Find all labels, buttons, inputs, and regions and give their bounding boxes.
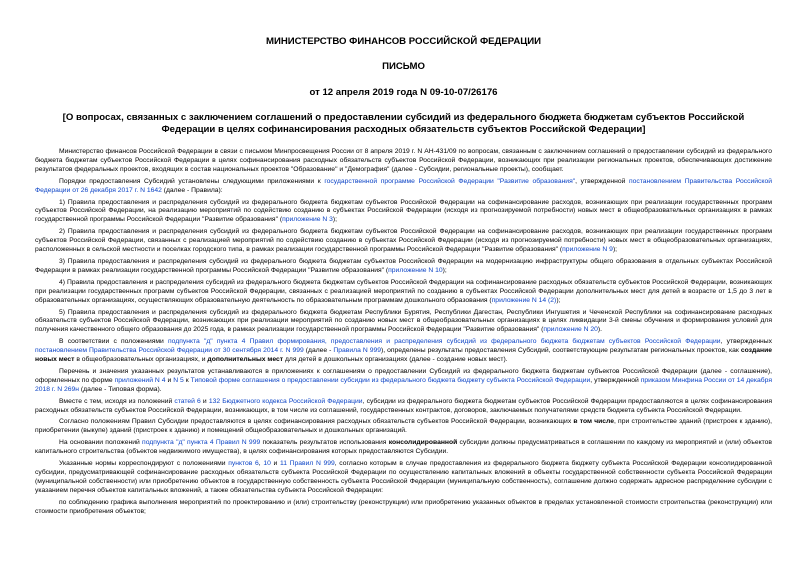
paragraph: В соответствии с положениями подпункта "д" пункта 4 Правил формирования, предоставления и распределения субсидий из федерального бюджета бюджетам субъектов Российской Федерации, утвержденных постановлением Правительства Российской Федерации от 30 сентября 2014 г. N 999 (далее - Правила N 999), определены результаты предоставления Субсидий, соответствующие результатам региональных проектов, как создание новых мест в общеобразовательных организациях, и дополнительных мест для детей в дошкольных организациях (далее - создание новых мест). (35, 338, 773, 364)
document-link[interactable]: Правила N 999 (333, 347, 381, 355)
paragraph: 5) Правила предоставления и распределения субсидий из федерального бюджета бюджетам Республики Бурятия, Республики Дагестан, Республики Ингушетия и Чеченской Республики на софинансирование расходных обязательств субъектов Российской Федерации, возникающих при реализации мероприятий по созданию новых мест в общеобразовательных организациях в целях ликвидации 3-й смены обучения и формирования условий для получения качественного общего образования до 2025 года, в рамках реализации государственной программы Российской Федерации "Развитие образования" (приложение N 20). (35, 308, 772, 334)
document-link[interactable]: приложение N 10 (388, 266, 443, 274)
document-link[interactable]: постановлением Правительства Российской Федерации от 26 декабря 2017 г. N 1642 (35, 177, 772, 194)
ministry-title: МИНИСТЕРСТВО ФИНАНСОВ РОССИЙСКОЙ ФЕДЕРАЦИИ (265, 36, 542, 47)
document-link[interactable]: приложений N 4 (114, 376, 166, 384)
document-link[interactable]: постановлением Правительства Российской Федерации от 30 сентября 2014 г. N 999 (35, 347, 304, 355)
emphasis-text: дополнительных мест (207, 356, 284, 364)
paragraph: Вместе с тем, исходя из положений статей 6 и 132 Бюджетного кодекса Российской Федерации, субсидии из федерального бюджета бюджетам субъектов Российской Федерации предоставляются в целях софинансирования расходных обязательств субъектов Российской Федерации, возникающих, в том числе из соглашений, государственных контрактов, договоров, заключаемых получателями средств бюджета субъекта Российской Федерации. (35, 397, 772, 414)
document-body (35, 148, 772, 517)
document-date-number: от 12 апреля 2019 года N 09-10-07/26176 (309, 87, 498, 98)
document-link[interactable]: пунктов 6 (228, 460, 259, 468)
paragraph: Министерство финансов Российской Федерации в связи с письмом Минпросвещения России от 8 апреля 2019 г. N АН-431/09 по вопросам, связанным с заключением соглашений о предоставлении субсидий из федерального бюджета бюджетам субъектов Российской Федерации в целях софинансирования расходных обязательств субъектов Российской Федерации, возникающих при реализации региональных проектов, обеспечивающих достижение результатов федеральных проектов, входящих в состав национальных проектов "Образование" и "Демография" (далее - Субсидии, региональные проекты), сообщает. (35, 148, 772, 173)
document-link[interactable]: N 5 (173, 376, 184, 384)
document-link[interactable]: подпункта "д" пункта 4 Правил N 999 (142, 439, 261, 447)
document-link[interactable]: приложение N 3 (282, 216, 333, 224)
paragraph: 2) Правила предоставления и распределения субсидий из федерального бюджета бюджетам субъектов Российской Федерации на софинансирование расходов, возникающих при реализации государственных программ субъектов Российской Федерации, связанных с реализацией мероприятий по содействию созданию в субъектах Российской Федерации (исходя из прогнозируемой потребности) новых мест в общеобразовательных организациях, расположенных в сельской местности и поселках городского типа, в рамках реализации государственной программы Российской Федерации "Развитие образования" (приложение N 9); (35, 228, 772, 254)
document-link[interactable]: приложение N 14 (2) (491, 296, 557, 304)
paragraph: по соблюдению графика выполнения мероприятий по проектированию и (или) строительству (реконструкции) или приобретению указанных объектов в пределах установленной стоимости строительства (реконструкции) или стоимости приобретения объектов; (35, 498, 772, 515)
document-link[interactable]: государственной программе Российской Федерации "Развитие образования" (324, 177, 576, 185)
document-link[interactable]: приказом Минфина России от 14 декабря 2018 г. N 269н (35, 376, 772, 393)
document-link[interactable]: приложение N 20 (543, 326, 598, 334)
document-link[interactable]: 10 (263, 460, 271, 468)
emphasis-text: создание новых мест (35, 347, 773, 364)
document-link[interactable]: Типовой форме соглашения о предоставлении субсидии из федерального бюджета бюджету субъекта Российской Федерации (190, 376, 591, 384)
document-link[interactable]: 132 Бюджетного кодекса Российской Федерации (208, 397, 363, 405)
emphasis-text: в том числе (573, 418, 614, 426)
document-link[interactable]: приложение N 9 (562, 246, 613, 254)
document-type: ПИСЬМО (382, 61, 425, 72)
paragraph: Порядки предоставления Субсидий установлены следующими приложениями к государственной программе Российской Федерации "Развитие образования", утвержденной постановлением Правительства Российской Федерации от 26 декабря 2017 г. N 1642 (далее - Правила): (35, 177, 772, 194)
paragraph: Согласно положениям Правил Субсидии предоставляются в целях софинансирования расходных обязательств субъектов Российской Федерации, возникающих в том числе, при строительстве зданий (пристроек к зданию), приобретении (выкупе) зданий (пристроек к зданию) и помещений общеобразовательных и дошкольных организаций. (35, 418, 773, 435)
paragraph: 4) Правила предоставления и распределения субсидий из федерального бюджета бюджетам субъектов Российской Федерации на софинансирование расходных обязательств субъектов Российской Федерации, возникающих при реализации государственных программ субъектов Российской Федерации, связанных с реализацией мероприятий по созданию в субъектах Российской Федерации дополнительных мест для детей в возрасте от 1,5 до 3 лет в образовательных организациях, осуществляющих образовательную деятельность по образовательным программам дошкольного образования (приложение N 14 (2)); (35, 278, 772, 304)
document-link[interactable]: статей 6 (174, 397, 201, 405)
paragraph: 3) Правила предоставления и распределения субсидий из федерального бюджета бюджетам субъектов Российской Федерации на модернизацию инфраструктуры общего образования в отдельных субъектах Российской Федерации в рамках реализации государственной программы Российской Федерации "Развитие образования" (приложение N 10); (35, 257, 772, 274)
paragraph: Указанные нормы корреспондируют с положениями пунктов 6, 10 и 11 Правил N 999, согласно которым в случае предоставления из федерального бюджета бюджету субъекта Российской Федерации консолидированной субсидии, предусматривающей софинансирование расходных обязательств субъекта Российской Федерации по осуществлению капитальных вложений в объекты государственной собственности субъекта Российской Федерации (муниципальной собственности) или приобретению объектов в государственную собственность субъекта Российской Федерации (муниципальную собственность), соглашение должно содержать адресное распределение субсидии с указанием перечня объектов капитальных вложений, а также обязательства субъекта Российской Федерации: (35, 460, 772, 494)
paragraph: 1) Правила предоставления и распределения субсидий из федерального бюджета бюджетам субъектов Российской Федерации на софинансирование расходов, возникающих при реализации государственных программ субъектов Российской Федерации, на реализацию мероприятий по содействию созданию в субъектах Российской Федерации (исходя из прогнозируемой потребности) новых мест в общеобразовательных организациях в рамках государственной программы Российской Федерации "Развитие образования" (приложение N 3); (35, 198, 772, 224)
document-link[interactable]: подпункта "д" пункта 4 Правил формирования, предоставления и распределения субсидий из федерального бюджета бюджетам субъектов Российской Федерации (168, 338, 721, 346)
document-subject: [О вопросах, связанных с заключением соглашений о предоставлении субсидий из федерального бюджета бюджетам субъектов Российской Федерации в целях софинансирования расходных обязательств субъектов Российской Федерации] (62, 112, 745, 135)
paragraph: На основании положений подпункта "д" пункта 4 Правил N 999 показатель результатов использования консолидированной субсидии должны предусматриваться в соглашении по каждому из мероприятий и (или) объектов капитального строительства (объектов недвижимого имущества), в целях софинансирования которых предоставляются Субсидии. (35, 439, 772, 456)
document-link[interactable]: 11 Правил N 999 (279, 460, 335, 468)
paragraph: Перечень и значения указанных результатов устанавливаются в приложениях к соглашениям о предоставлении Субсидий из федерального бюджета бюджетам субъектов Российской Федерации (далее - соглашение), оформленных по форме приложений N 4 и N 5 к Типовой форме соглашения о предоставлении субсидии из федерального бюджета бюджету субъекта Российской Федерации, утвержденной приказом Минфина России от 14 декабря 2018 г. N 269н (далее - Типовая форма). (35, 367, 772, 393)
emphasis-text: консолидированной (388, 439, 458, 447)
